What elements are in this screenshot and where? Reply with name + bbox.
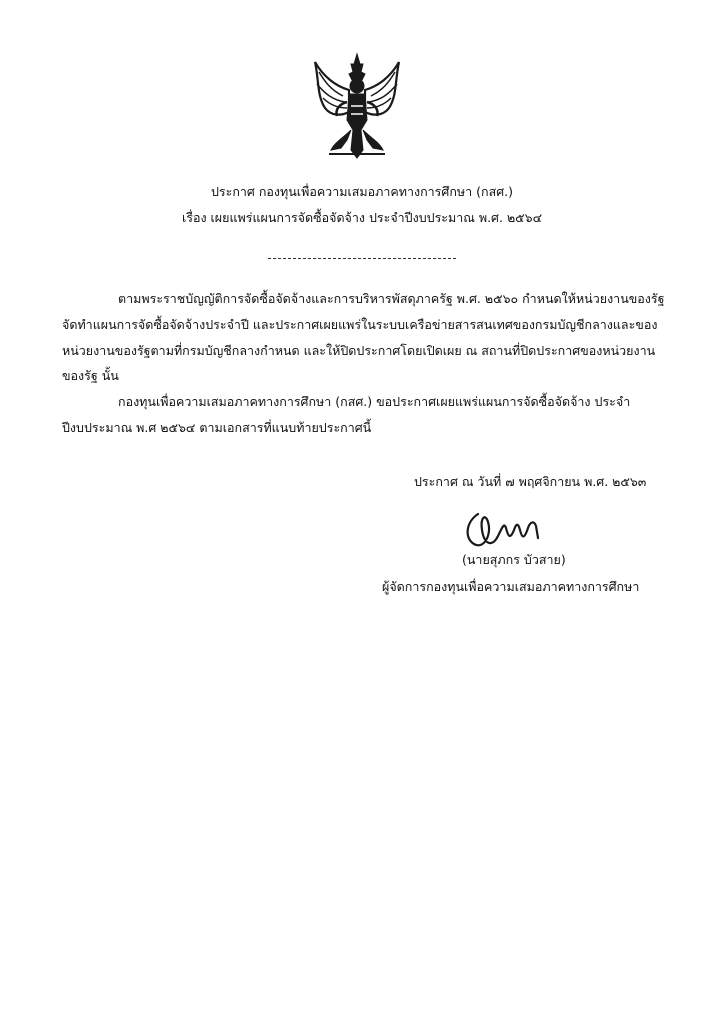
divider xyxy=(268,258,456,259)
paragraph-2-line: ปีงบประมาณ พ.ศ ๒๕๖๔ ตามเอกสารที่แนบท้ายประกาศนี้ xyxy=(62,420,372,435)
garuda-emblem-icon xyxy=(305,50,409,162)
signer-name: (นายสุภกร บัวสาย) xyxy=(462,552,566,567)
paragraph-1-line: ตามพระราชบัญญัติการจัดซื้อจัดจ้างและการบริหารพัสดุภาครัฐ พ.ศ. ๒๕๖๐ กำหนดให้หน่วยงานของรัฐ xyxy=(118,291,665,306)
paragraph-1-line: หน่วยงานของรัฐตามที่กรมบัญชีกลางกำหนด และให้ปิดประกาศโดยเปิดเผย ณ สถานที่ปิดประกาศของหน่วยงาน xyxy=(62,343,656,358)
announcement-date: ประกาศ ณ วันที่ ๗ พฤศจิกายน พ.ศ. ๒๕๖๓ xyxy=(414,474,647,489)
signer-title: ผู้จัดการกองทุนเพื่อความเสมอภาคทางการศึกษา xyxy=(382,579,640,594)
handwritten-signature xyxy=(458,504,558,556)
paragraph-1-line: จัดทำแผนการจัดซื้อจัดจ้างประจำปี และประกาศเผยแพร่ในระบบเครือข่ายสารสนเทศของกรมบัญชีกลางและของ xyxy=(62,317,658,332)
paragraph-1-line: ของรัฐ นั้น xyxy=(62,368,119,383)
announcement-subject: เรื่อง เผยแพร่แผนการจัดซื้อจัดจ้าง ประจำปีงบประมาณ พ.ศ. ๒๕๖๔ xyxy=(181,210,543,225)
announcement-title: ประกาศ กองทุนเพื่อความเสมอภาคทางการศึกษา (กสศ.) xyxy=(210,184,513,199)
paragraph-2-line: กองทุนเพื่อความเสมอภาคทางการศึกษา (กสศ.) ขอประกาศเผยแพร่แผนการจัดซื้อจัดจ้าง ประจำ xyxy=(118,394,631,409)
